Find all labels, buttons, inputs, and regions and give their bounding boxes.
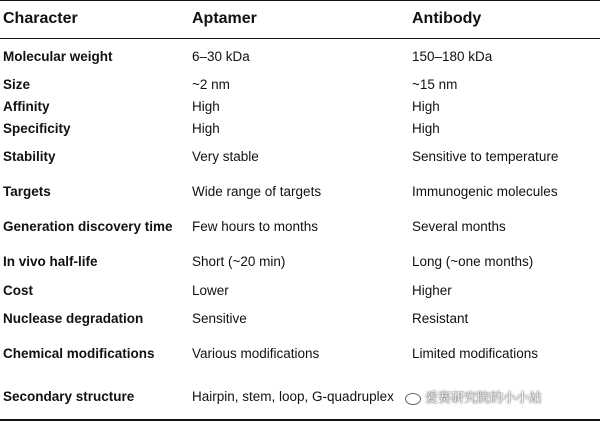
row-generation-time-label: Generation discovery time [3, 219, 173, 234]
row-generation-time-aptamer: Few hours to months [192, 219, 319, 234]
row-specificity-aptamer: High [192, 121, 220, 136]
wechat-icon [405, 393, 421, 405]
row-affinity-antibody: High [412, 99, 440, 114]
row-stability-antibody: Sensitive to temperature [412, 149, 559, 164]
row-half-life-label: In vivo half-life [3, 254, 98, 269]
row-secondary-structure-aptamer: Hairpin, stem, loop, G-quadruplex [192, 389, 394, 404]
row-cost-label: Cost [3, 283, 33, 298]
table-bottom-rule [0, 419, 600, 421]
row-specificity-antibody: High [412, 121, 440, 136]
watermark [405, 388, 600, 408]
watermark-text: 爱赛研究院的小小站 [425, 390, 543, 405]
row-molecular-weight-aptamer: 6–30 kDa [192, 49, 250, 64]
row-generation-time-antibody: Several months [412, 219, 506, 234]
row-size-antibody: ~15 nm [412, 77, 458, 92]
row-secondary-structure-label: Secondary structure [3, 389, 135, 404]
row-half-life-antibody: Long (~one months) [412, 254, 534, 269]
header-rule [0, 38, 600, 39]
row-affinity-label: Affinity [3, 99, 50, 114]
row-stability-aptamer: Very stable [192, 149, 259, 164]
row-nuclease-label: Nuclease degradation [3, 311, 144, 326]
table-top-rule [0, 0, 600, 1]
row-molecular-weight-label: Molecular weight [3, 49, 113, 64]
row-nuclease-antibody: Resistant [412, 311, 469, 326]
row-chemical-modifications-aptamer: Various modifications [192, 346, 320, 361]
row-affinity-aptamer: High [192, 99, 220, 114]
header-character: Character [3, 10, 78, 27]
row-targets-label: Targets [3, 184, 51, 199]
header-aptamer: Aptamer [192, 10, 257, 27]
row-chemical-modifications-label: Chemical modifications [3, 346, 155, 361]
row-size-label: Size [3, 77, 31, 92]
row-cost-antibody: Higher [412, 283, 452, 298]
row-specificity-label: Specificity [3, 121, 71, 136]
row-molecular-weight-antibody: 150–180 kDa [412, 49, 493, 64]
row-targets-aptamer: Wide range of targets [192, 184, 322, 199]
row-targets-antibody: Immunogenic molecules [412, 184, 558, 199]
row-stability-label: Stability [3, 149, 56, 164]
row-nuclease-aptamer: Sensitive [192, 311, 247, 326]
row-half-life-aptamer: Short (~20 min) [192, 254, 286, 269]
header-antibody: Antibody [412, 10, 482, 27]
row-size-aptamer: ~2 nm [192, 77, 230, 92]
row-chemical-modifications-antibody: Limited modifications [412, 346, 539, 361]
row-cost-aptamer: Lower [192, 283, 229, 298]
